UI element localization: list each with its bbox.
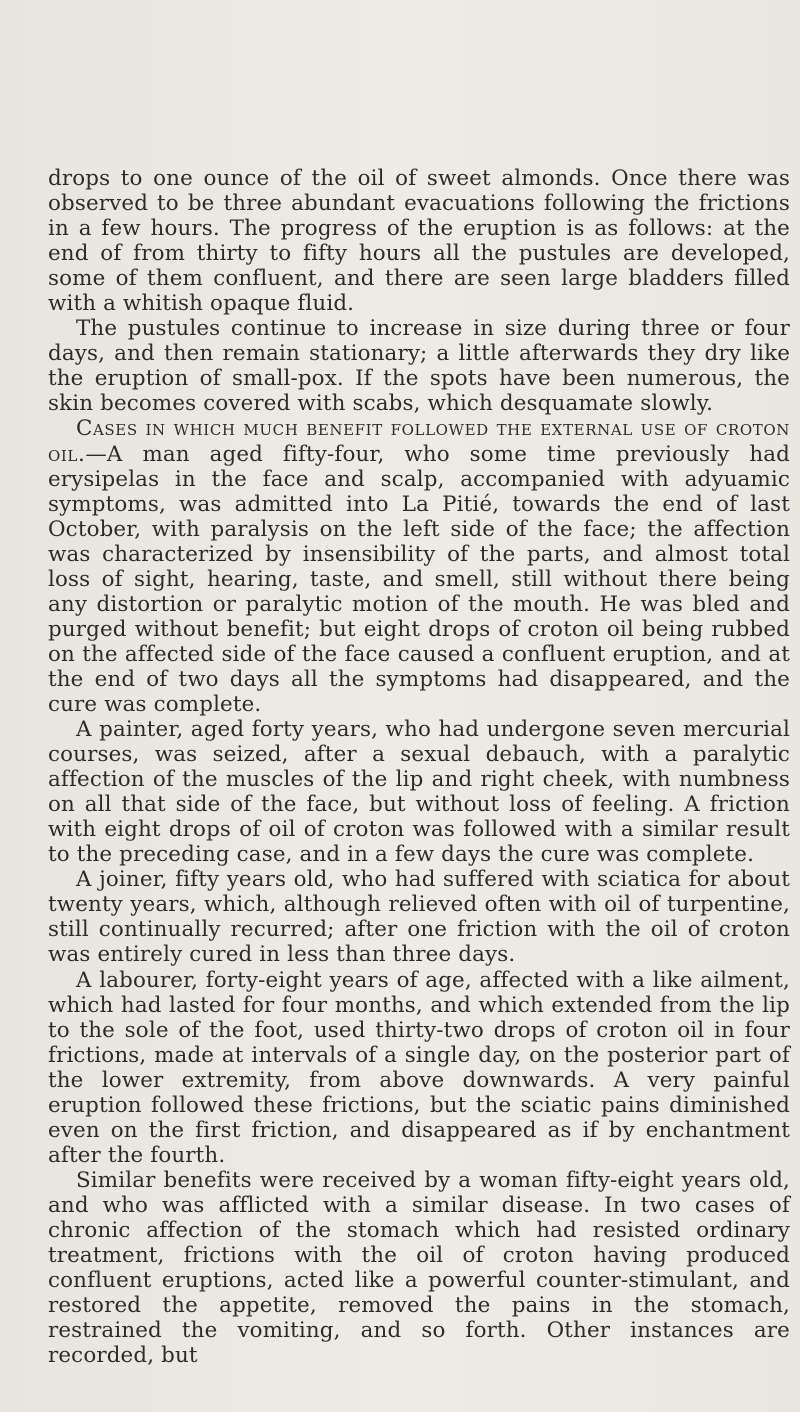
paragraph-3-text: —A man aged fifty-four, who some time previously had erysipelas in the face and scalp, accompanied with adyuamic symptoms, was admitted into La Pitié, towards the end of last October, with paralysis on the left side of the face; the affection was characterized by insensibility of the parts, and almost total loss of sight, hearing, taste, and smell, still without there being any distortion or paralytic motion of the mouth. He was bled and purged without benefit; but eight drops of croton oil being rubbed on the affected side of the face caused a confluent eruption, and at the end of two days all the symptoms had disappeared, and the cure was complete.	[48, 441, 790, 717]
paragraph-7: Similar benefits were received by a woman fifty-eight years old, and who was afflicted with a similar disease. In two cases of chronic affection of the stomach which had resisted ordinary treatment, frictions with the oil of croton having produced confluent eruptions, acted like a powerful counter-stimulant, and restored the appetite, removed the pains in the stomach, restrained the vomiting, and so forth. Other instances are recorded, but	[48, 1167, 790, 1369]
section-heading: Cases in which much benefit followed the external use of croton oil.	[48, 416, 790, 467]
paragraph-4: A painter, aged forty years, who had undergone seven mercurial courses, was seized, after a sexual debauch, with a paralytic affection of the muscles of the lip and right cheek, with numbness on all that side of the face, but without loss of feeling. A friction with eight drops of oil of croton was followed with a similar result to the preceding case, and in a few days the cure was complete.	[48, 717, 790, 868]
paragraph-5: A joiner, fifty years old, who had suffered with sciatica for about twenty years, which, although relieved often with oil of turpentine, still continually recurred; after one friction with the oil of croton was entirely cured in less than three days.	[48, 867, 790, 968]
paragraph-6: A labourer, forty-eight years of age, affected with a like ailment, which had lasted for four months, and which extended from the lip to the sole of the foot, used thirty-two drops of croton oil in four frictions, made at intervals of a single day, on the posterior part of the lower extremity, from above downwards. A very painful eruption followed these frictions, but the sciatic pains diminished even on the first friction, and disappeared as if by enchantment after the fourth.	[48, 967, 790, 1168]
paragraph-3	[48, 416, 790, 717]
page-body-text	[48, 166, 790, 1368]
paragraph-2: The pustules continue to increase in size during three or four days, and then remain stationary; a little afterwards they dry like the eruption of small-pox. If the spots have been numerous, the skin becomes covered with scabs, which desquamate slowly.	[48, 316, 790, 417]
paragraph-1: drops to one ounce of the oil of sweet almonds. Once there was observed to be three abundant evacuations following the frictions in a few hours. The progress of the eruption is as follows: at the end of from thirty to fifty hours all the pustules are developed, some of them confluent, and there are seen large bladders filled with a whitish opaque fluid.	[48, 166, 790, 317]
